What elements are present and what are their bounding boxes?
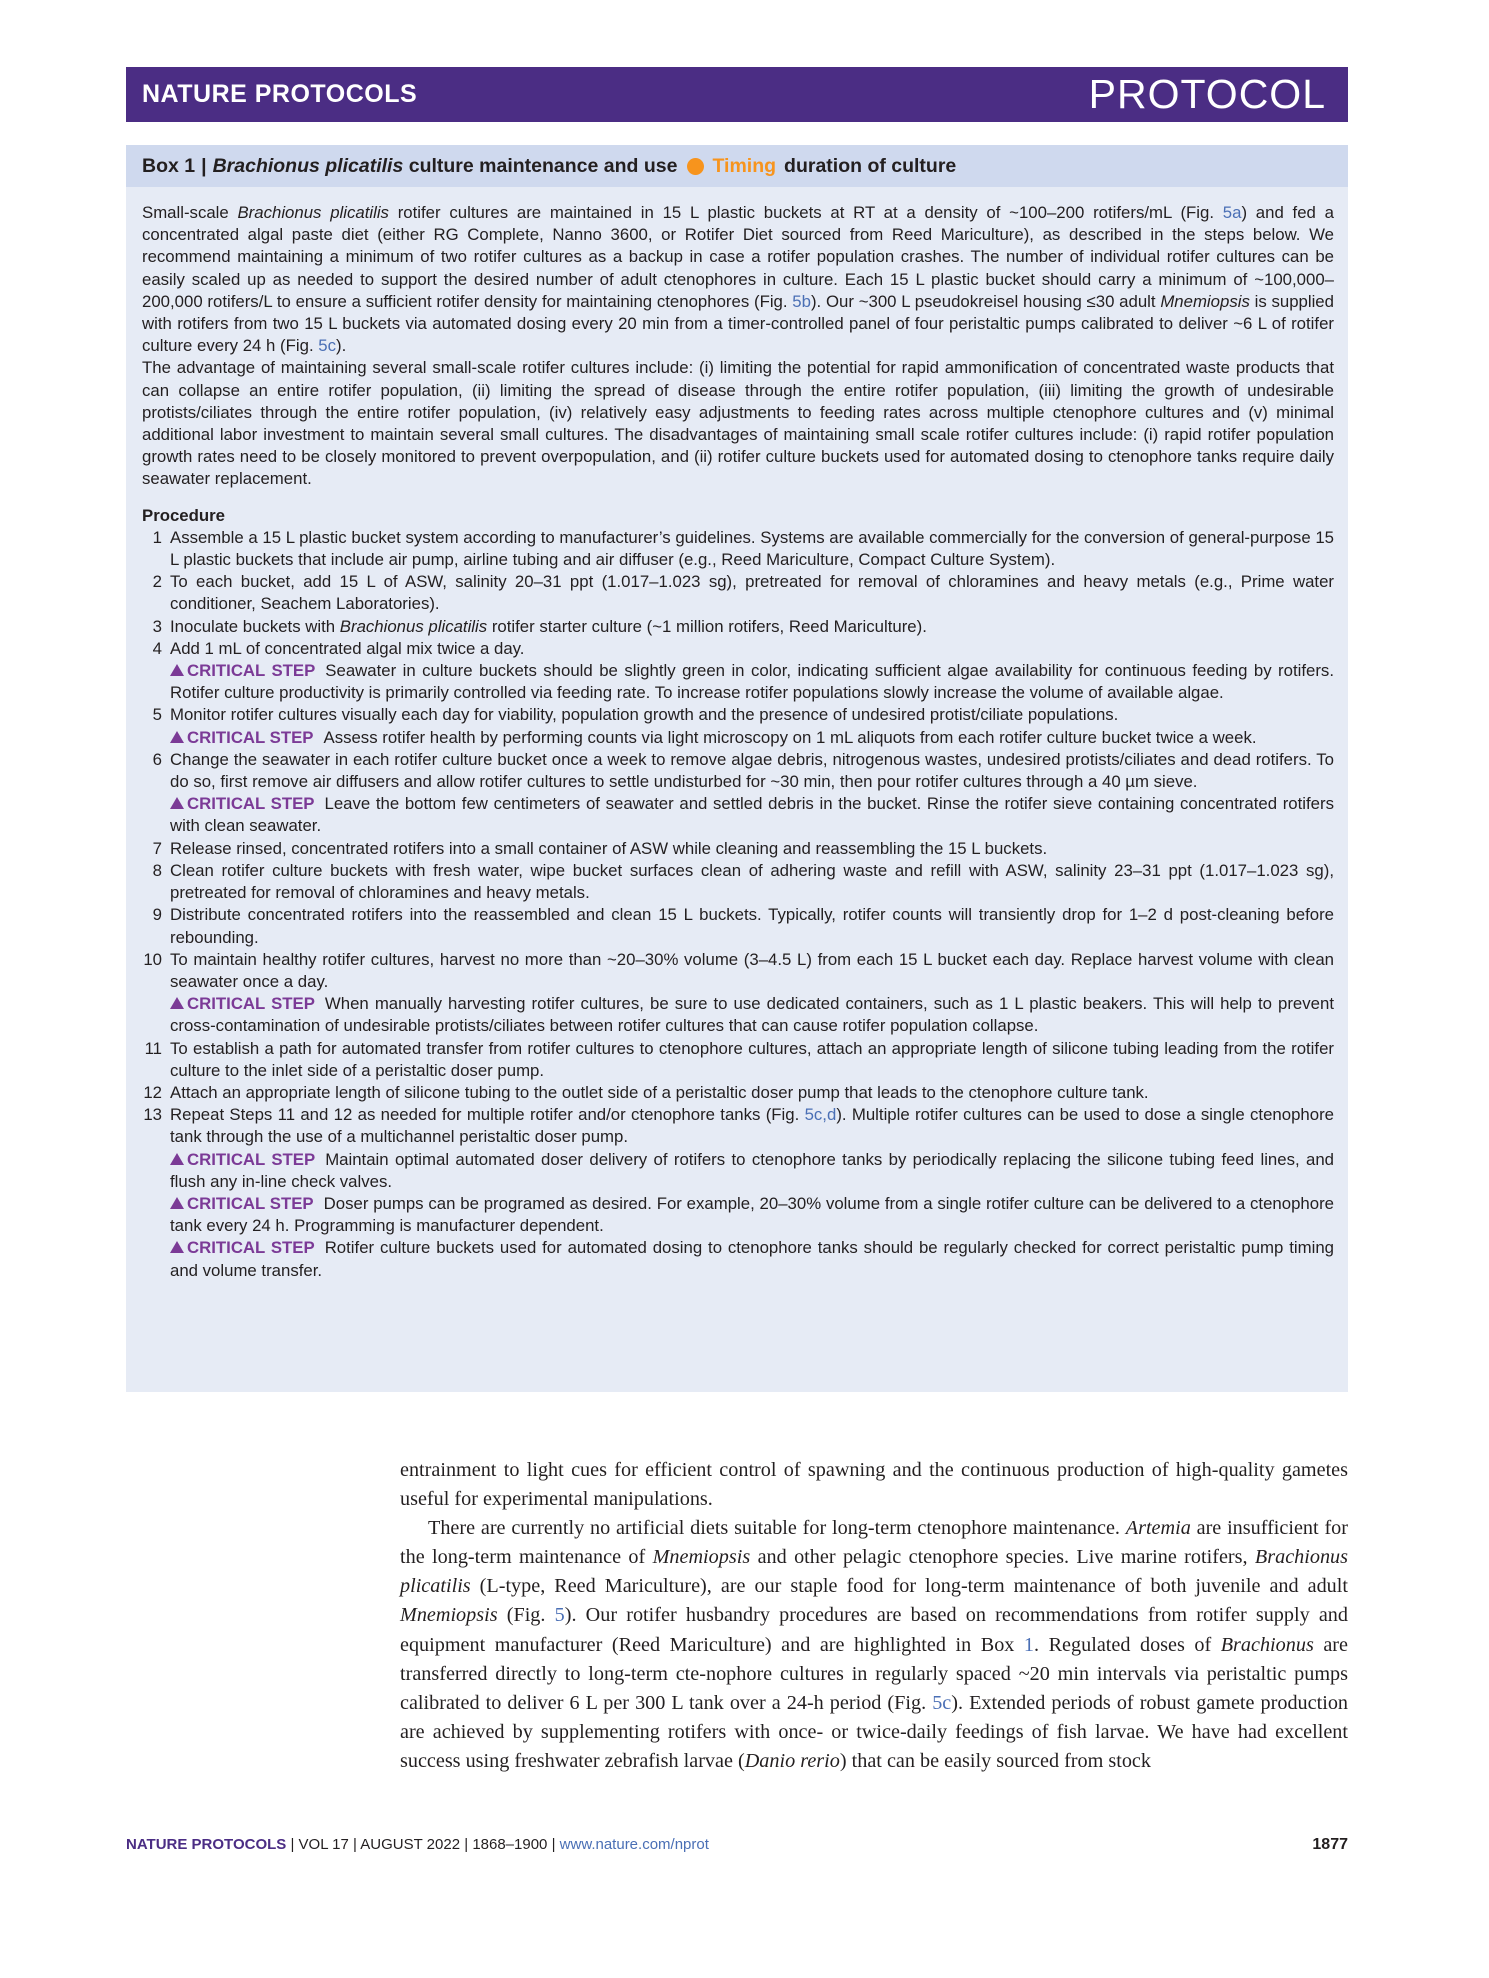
box-title-species: Brachionus plicatilis: [212, 154, 404, 177]
warning-triangle-icon: [170, 664, 184, 676]
page-number: 1877: [1312, 1836, 1348, 1853]
warning-triangle-icon: [170, 797, 184, 809]
critical-step: CRITICAL STEP Seawater in culture buckets should be slightly green in color, indicating sufficient algae availability for continuous feeding by rotifers. Rotifer culture productivity is primarily controlled via feeding rate. To increase rotifer populations slowly increase the volume of available algae.: [170, 661, 1334, 703]
journal-banner: [126, 67, 1348, 122]
article-type: PROTOCOL: [1088, 71, 1326, 117]
fig-link-5a[interactable]: 5a: [1222, 203, 1242, 222]
procedure-step: 6 Change the seawater in each rotifer culture bucket once a week to remove algae debris, nitrogenous wastes, undesired protists/ciliates and dead rotifers. To do so, first remove air diffusers and allow rotifer cultures to settle undisturbed for ~30 min, then pour rotifer cultures through a 40 µm sieve.: [152, 749, 1334, 792]
timing-value: duration of culture: [784, 154, 957, 177]
fig-link-5b[interactable]: 5b: [792, 291, 811, 311]
procedure-step: 11 To establish a path for automated transfer from rotifer cultures to ctenophore cultures, attach an appropriate length of silicone tubing leading from the rotifer culture to the inlet side of a peristaltic doser pump.: [144, 1038, 1334, 1080]
box-separator: |: [201, 154, 207, 177]
warning-triangle-icon: [170, 731, 184, 743]
box-body: [126, 187, 1348, 1282]
timing-dot-icon: [687, 158, 704, 175]
body-paragraph-2: There are currently no artificial diets suitable for long-term ctenophore maintenance. Artemia are insufficient for the long-term maintenance of Mnemiopsis and other pelagic ctenophore species. Live marine rotifers, Brachionus plicatilis (L-type, Reed Mariculture), are our staple food for long-term maintenance of both juvenile and adult Mnemiopsis (Fig. 5). Our rotifer husbandry procedures are based on recommendations from rotifer supply and equipment manufacturer (Reed Mariculture) and are highlighted in Box 1. Regulated doses of Brachionus are transferred directly to long-term cte-nophore cultures in regularly spaced ~20 min intervals via peristaltic pumps calibrated to deliver 6 L per 300 L tank over a 24-h period (Fig. 5c). Extended periods of robust gamete production are achieved by supplementing rotifers with once- or twice-daily feedings of fish larvae. We have had excellent success using freshwater zebrafish larvae (Danio rerio) that can be easily sourced from stock: [400, 1517, 1349, 1772]
journal-url-link[interactable]: www.nature.com/nprot: [559, 1836, 709, 1853]
box-title-rest: culture maintenance and use: [408, 154, 678, 177]
main-text: [400, 1456, 1348, 1776]
fig-link-5c-body[interactable]: 5c: [932, 1691, 952, 1714]
fig-link-5c[interactable]: 5c: [318, 336, 337, 356]
procedure-steps: [142, 527, 1334, 1282]
box-title: [126, 145, 1348, 187]
box-1: [126, 145, 1348, 1392]
fig-link-5cd[interactable]: 5c,d: [804, 1105, 837, 1125]
box-link-1[interactable]: 1: [1023, 1633, 1035, 1656]
procedure-step: 13 Repeat Steps 11 and 12 as needed for multiple rotifer and/or ctenophore tanks (Fig. 5c,d). Multiple rotifer cultures can be used to dose a single ctenophore tank through the use of a multichannel peristaltic doser pump.: [143, 1105, 1334, 1147]
procedure-step: 9 Distribute concentrated rotifers into the reassembled and clean 15 L buckets. Typically, rotifer counts will transiently drop for 1–2 d post-cleaning before rebounding.: [152, 905, 1334, 947]
box-intro-paragraph-2: The advantage of maintaining several small-scale rotifer cultures include: (i) limiting the potential for rapid ammonification of concentrated waste products that can collapse an entire rotifer population, (ii) limiting the spread of disease through the entire rotifer population, (iii) limiting the growth of undesirable protists/ciliates through the entire rotifer population, (iv) relatively easy adjustments to feeding rates across multiple ctenophore cultures and (v) minimal additional labor investment to maintain several small cultures. The disadvantages of maintaining small scale rotifer cultures include: (i) rapid rotifer population growth rates need to be closely monitored to prevent overpopulation, and (ii) rotifer culture buckets used for automated dosing to ctenophore tanks require daily seawater replacement.: [142, 358, 1334, 489]
critical-step: CRITICAL STEP Assess rotifer health by performing counts via light microscopy on 1 mL aliquots from each rotifer culture bucket twice a week.: [170, 727, 1334, 749]
timing-label: Timing: [712, 154, 777, 177]
procedure-title: Procedure: [142, 505, 226, 525]
procedure-step: 12 Attach an appropriate length of silicone tubing to the outlet side of a peristaltic doser pump that leads to the ctenophore culture tank.: [143, 1082, 1149, 1102]
critical-step: CRITICAL STEP Maintain optimal automated doser delivery of rotifers to ctenophore tanks by periodically replacing the silicone tubing feed lines, and flush any in-line check valves.: [170, 1149, 1334, 1191]
critical-step: CRITICAL STEP Doser pumps can be programed as desired. For example, 20–30% volume from a single rotifer culture can be delivered to a ctenophore tank every 24 h. Programming is manufacturer dependent.: [170, 1193, 1334, 1236]
journal-name: NATURE PROTOCOLS: [142, 80, 418, 108]
warning-triangle-icon: [170, 997, 184, 1009]
procedure-step: 7 Release rinsed, concentrated rotifers into a small container of ASW while cleaning and reassembling the 15 L buckets.: [152, 838, 1048, 858]
warning-triangle-icon: [170, 1197, 184, 1209]
procedure-step: 10 To maintain healthy rotifer cultures, harvest no more than ~20–30% volume (3–4.5 L) from each 15 L bucket each day. Replace harvest volume with clean seawater once a day.: [143, 949, 1334, 991]
body-paragraph-1: entrainment to light cues for efficient control of spawning and the continuous production of high-quality gametes useful for experimental manipulations.: [400, 1459, 1348, 1511]
warning-triangle-icon: [170, 1241, 184, 1253]
critical-step: CRITICAL STEP Leave the bottom few centimeters of seawater and settled debris in the bucket. Rinse the rotifer sieve containing concentrated rotifers with clean seawater.: [170, 794, 1334, 836]
warning-triangle-icon: [170, 1153, 184, 1165]
procedure-step: 2 To each bucket, add 15 L of ASW, salinity 20–31 ppt (1.017–1.023 sg), pretreated for removal of chloramines and heavy metals (e.g., Prime water conditioner, Seachem Laboratories).: [152, 572, 1334, 614]
procedure-step: 1 Assemble a 15 L plastic bucket system according to manufacturer’s guidelines. Systems are available commercially for the conversion of general-purpose 15 L plastic buckets that include air pump, airline tubing and air diffuser (e.g., Reed Mariculture, Compact Culture System).: [152, 527, 1334, 570]
critical-step: CRITICAL STEP Rotifer culture buckets used for automated dosing to ctenophore tanks should be regularly checked for correct peristaltic pump timing and volume transfer.: [170, 1238, 1334, 1280]
box-intro-paragraph-1: Small-scale Brachionus plicatilis rotifer cultures are maintained in 15 L plastic buckets at RT at a density of ~100–200 rotifers/mL (Fig. 5a) and fed a concentrated algal paste diet (either RG Complete, Nanno 3600, or Rotifer Diet sourced from Reed Mariculture), as described in the steps below. We recommend maintaining a minimum of two rotifer cultures as a backup in case a rotifer population crashes. The number of individual rotifer cultures can be easily scaled up as needed to support the desired number of adult ctenophores in culture. Each 15 L plastic bucket should carry a minimum of ~100,000–200,000 rotifers/L to ensure a sufficient rotifer density for maintaining ctenophores (Fig. 5b). Our ~300 L pseudokreisel housing ≤30 adult Mnemiopsis is supplied with rotifers from two 15 L buckets via automated dosing every 20 min from a timer-controlled panel of four peristaltic pumps calibrated to deliver ~6 L of rotifer culture every 24 h (Fig. 5c).: [142, 203, 1334, 356]
fig-link-5[interactable]: 5: [554, 1604, 565, 1627]
procedure-step: 5 Monitor rotifer cultures visually each day for viability, population growth and the presence of undesired protist/ciliate populations.: [152, 705, 1119, 725]
critical-step: CRITICAL STEP When manually harvesting rotifer cultures, be sure to use dedicated containers, such as 1 L plastic beakers. This will help to prevent cross-contamination of undesirable protists/ciliates between rotifer cultures that can cause rotifer population collapse.: [170, 994, 1334, 1036]
procedure-step: 8 Clean rotifer culture buckets with fresh water, wipe bucket surfaces clean of adhering waste and refill with ASW, salinity 23–31 ppt (1.017–1.023 sg), pretreated for removal of chloramines and heavy metals.: [152, 860, 1334, 903]
footer-citation: NATURE PROTOCOLS | VOL 17 | AUGUST 2022 | 1868–1900 | www.nature.com/nprot: [126, 1836, 709, 1853]
box-label: Box 1: [142, 154, 196, 177]
procedure-step: 3 Inoculate buckets with Brachionus plicatilis rotifer starter culture (~1 million rotifers, Reed Mariculture).: [152, 616, 927, 636]
page-footer: [126, 1836, 1348, 1854]
procedure-step: 4 Add 1 mL of concentrated algal mix twice a day.: [152, 638, 525, 658]
